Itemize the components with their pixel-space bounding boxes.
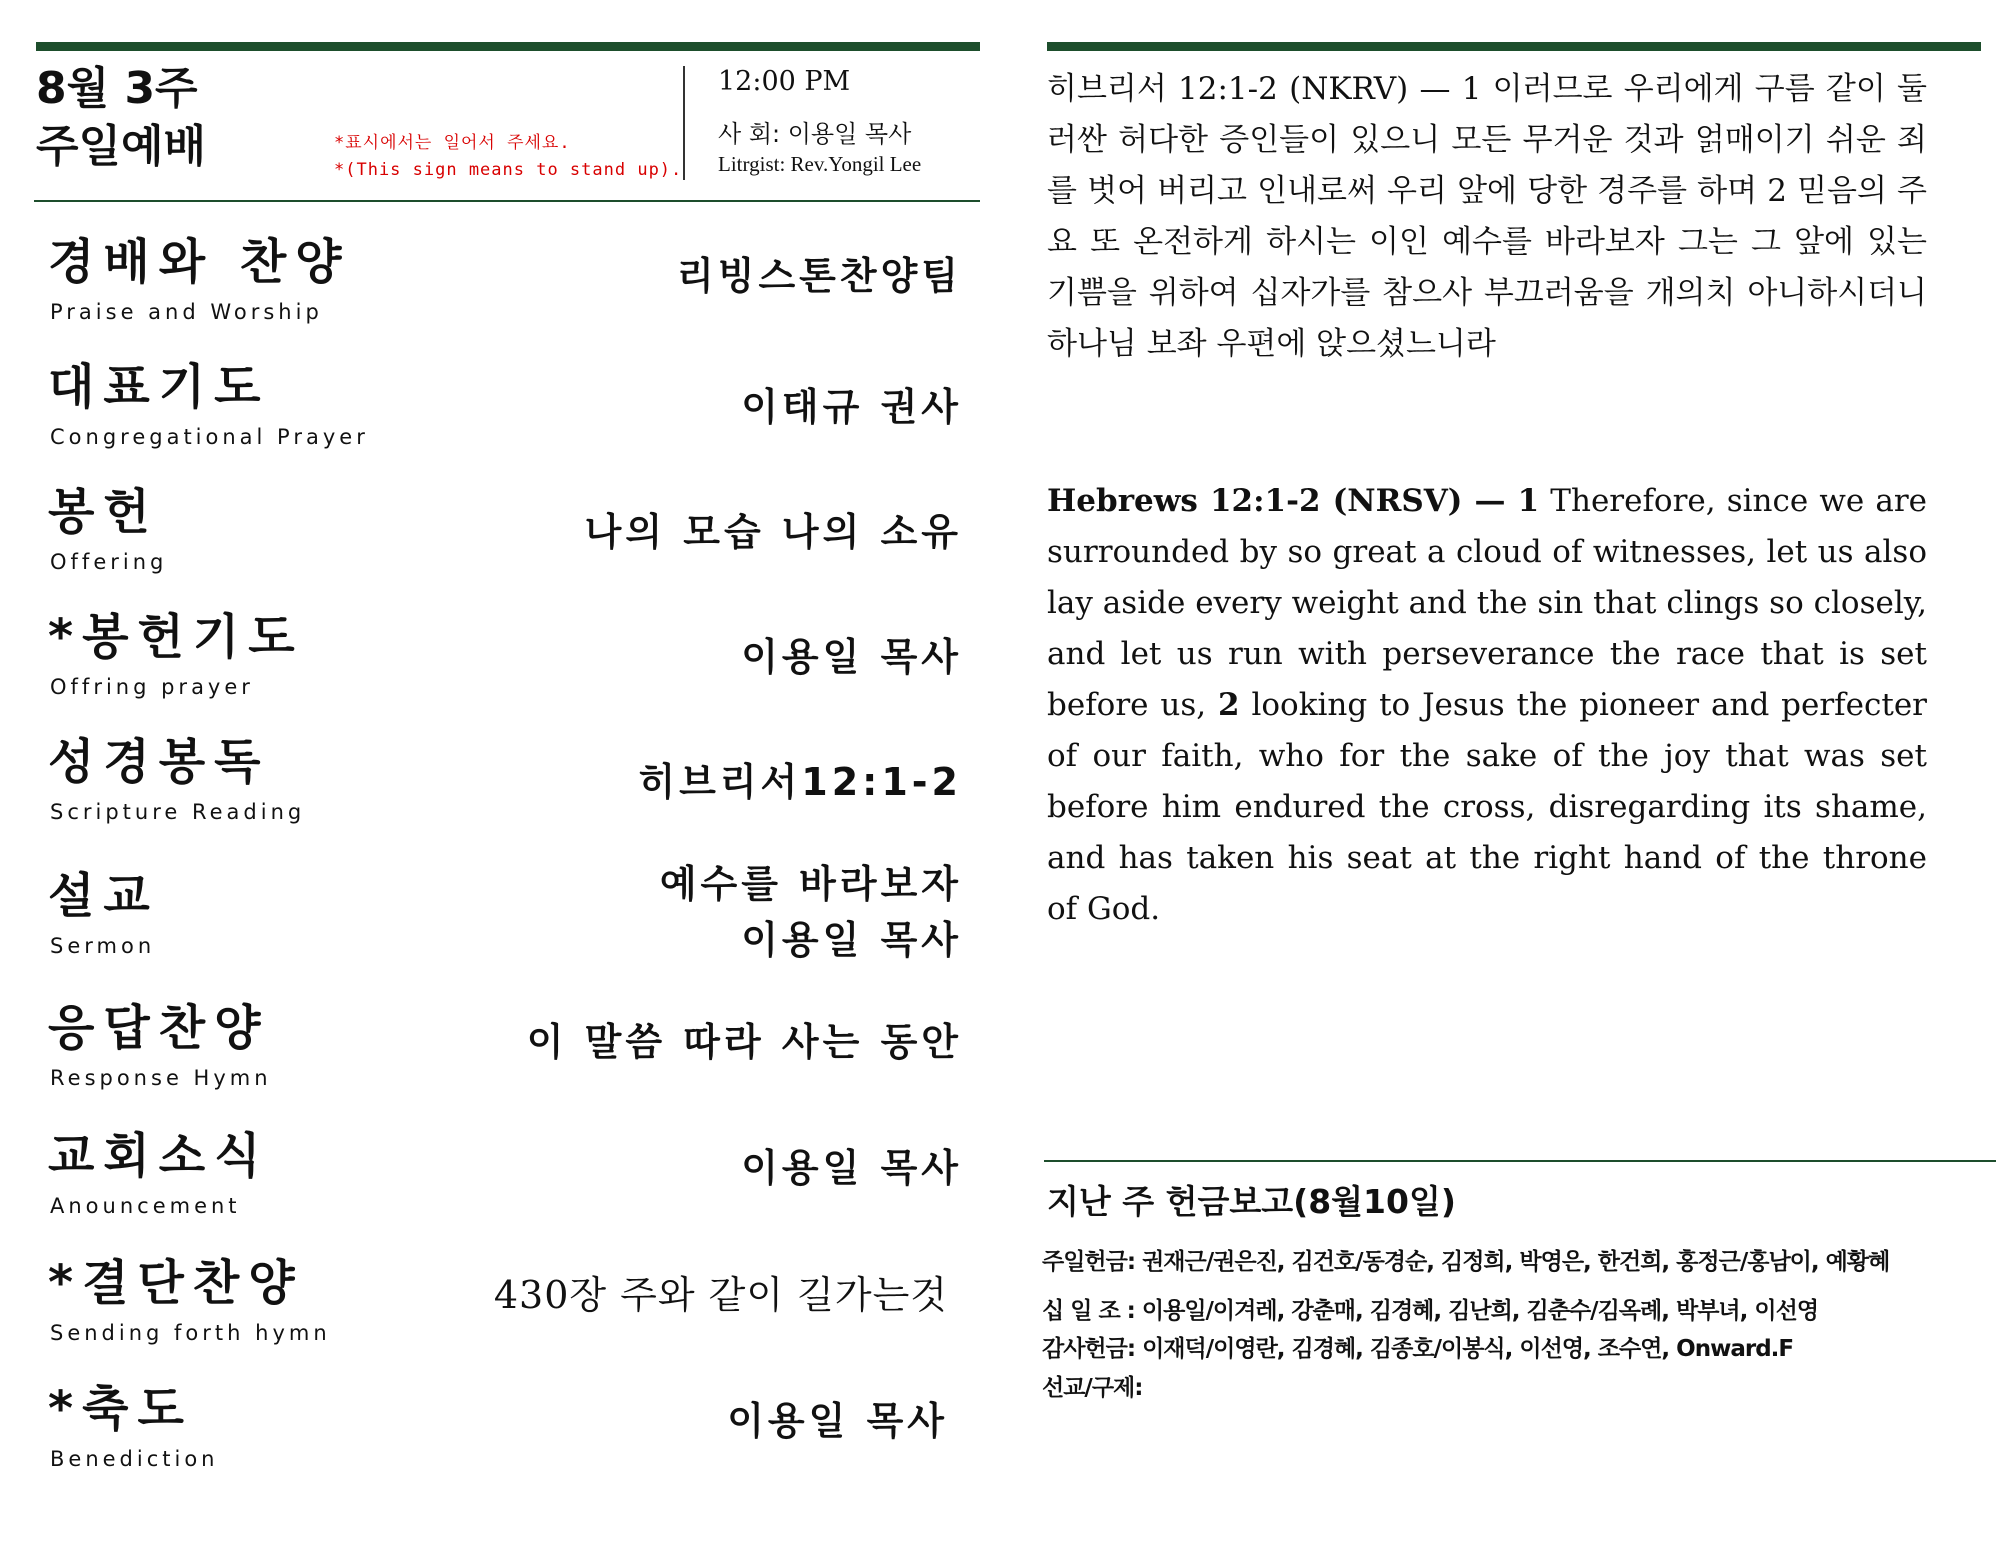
program-passage: 히브리서12:1-2	[638, 760, 962, 804]
program-title-en: Offring prayer	[50, 675, 254, 699]
program-sermon-info	[660, 856, 962, 968]
sermon-preacher: 이용일 목사	[741, 918, 962, 962]
scripture-english	[1047, 476, 1927, 935]
program-leader: 이용일 목사	[727, 1399, 948, 1443]
program-leader: 이용일 목사	[741, 635, 962, 679]
program-title-ko: 경배와 찬양	[48, 234, 351, 290]
program-title-en: Benediction	[50, 1447, 219, 1471]
offering-report-tithe: 십 일 조 : 이용일/이겨레, 강춘매, 김경혜, 김난희, 김춘수/김옥례, 박부녀, 이선영	[1042, 1298, 1819, 1324]
program-title-ko: *봉헌기도	[48, 609, 304, 665]
program-title-en: Congregational Prayer	[50, 425, 369, 449]
liturgist-en: Litrgist: Rev.Yongil Lee	[718, 152, 922, 176]
scripture-korean: 히브리서 12:1-2 (NKRV) — 1 이러므로 우리에게 구름 같이 둘러싼 허다한 증인들이 있으니 모든 무거운 것과 얽매이기 쉬운 죄를 벗어 버리고 인내로써 우리 앞에 당한 경주를 하며 2 믿음의 주요 또 온전하게 하시는 이인 예수를 바라보자 그는 그 앞에 있는 기쁨을 위하여 십자가를 참으사 부끄러움을 개의치 아니하시더니 하나님 보좌 우편에 앉으셨느니라	[1047, 71, 1927, 362]
scripture-english-text: Therefore, since we are surrounded by so great a cloud of witnesses, let us also lay aside every weight and the sin that clings so closely, and let us run with perseverance the race that is set before us,	[1047, 483, 1927, 723]
program-title-ko: 교회소식	[48, 1128, 270, 1184]
right-top-rule	[1047, 42, 1981, 51]
liturgist-ko: 사 회: 이용일 목사	[718, 120, 912, 148]
program-leader: 이용일 목사	[741, 1146, 962, 1190]
program-title-en: Anouncement	[50, 1194, 241, 1218]
offering-report-thanks: 감사헌금: 이재덕/이영란, 김경혜, 김종호/이봉식, 이선영, 조수연, Onward.F	[1042, 1336, 1794, 1362]
program-title-ko: 대표기도	[48, 359, 270, 415]
program-hymn: 나의 모습 나의 소유	[584, 510, 962, 554]
program-title-en: Praise and Worship	[50, 300, 323, 324]
header-divider	[683, 66, 685, 180]
service-heading	[36, 60, 206, 176]
stand-note-ko: *표시에서는 일어서 주세요.	[334, 133, 571, 153]
scripture-english-text: looking to Jesus the pioneer and perfecter of our faith, who for the sake of the joy that was set before him endured the cross, disregarding its shame, and has taken his seat at the right hand of the throne of God.	[1047, 687, 1927, 927]
header-bottom-rule	[34, 200, 980, 202]
program-title-en: Offering	[50, 550, 168, 574]
sermon-title: 예수를 바라보자	[659, 862, 962, 906]
stand-note-en: *(This sign means to stand up).	[334, 160, 683, 180]
program-hymn: 이 말씀 따라 사는 동안	[526, 1020, 962, 1064]
program-hymn: 430장 주와 같이 길가는것	[493, 1273, 948, 1317]
scripture-english-ref: Hebrews 12:1-2 (NRSV) — 1	[1047, 483, 1540, 519]
left-top-rule	[36, 42, 980, 51]
program-title-ko: 응답찬양	[48, 1000, 270, 1056]
offering-report-mission: 선교/구제:	[1042, 1375, 1143, 1401]
offering-report-title: 지난 주 헌금보고(8월10일)	[1047, 1182, 1456, 1221]
program-title-en: Sending forth hymn	[50, 1321, 331, 1345]
offering-report-sunday: 주일헌금: 권재근/권은진, 김건호/동경순, 김정희, 박영은, 한건희, 홍정근/홍남이, 예황혜	[1042, 1249, 1890, 1275]
service-time: 12:00 PM	[718, 66, 851, 97]
program-leader: 리빙스톤찬양팀	[677, 254, 962, 298]
program-title-en: Scripture Reading	[50, 800, 306, 824]
program-leader: 이태규 권사	[741, 385, 962, 429]
report-top-rule	[1044, 1160, 1996, 1162]
program-title-ko: 봉헌	[48, 484, 159, 540]
week-label: 8월 3주	[36, 63, 198, 114]
program-title-en: Sermon	[50, 934, 156, 958]
program-title-en: Response Hymn	[50, 1066, 272, 1090]
program-title-ko: *축도	[48, 1381, 193, 1437]
scripture-verse-number: 2	[1218, 687, 1240, 723]
program-title-ko: *결단찬양	[48, 1255, 304, 1311]
service-name: 주일예배	[36, 121, 207, 172]
program-title-ko: 성경봉독	[48, 734, 270, 790]
program-title-ko: 설교	[48, 868, 159, 924]
stand-note	[334, 130, 682, 184]
